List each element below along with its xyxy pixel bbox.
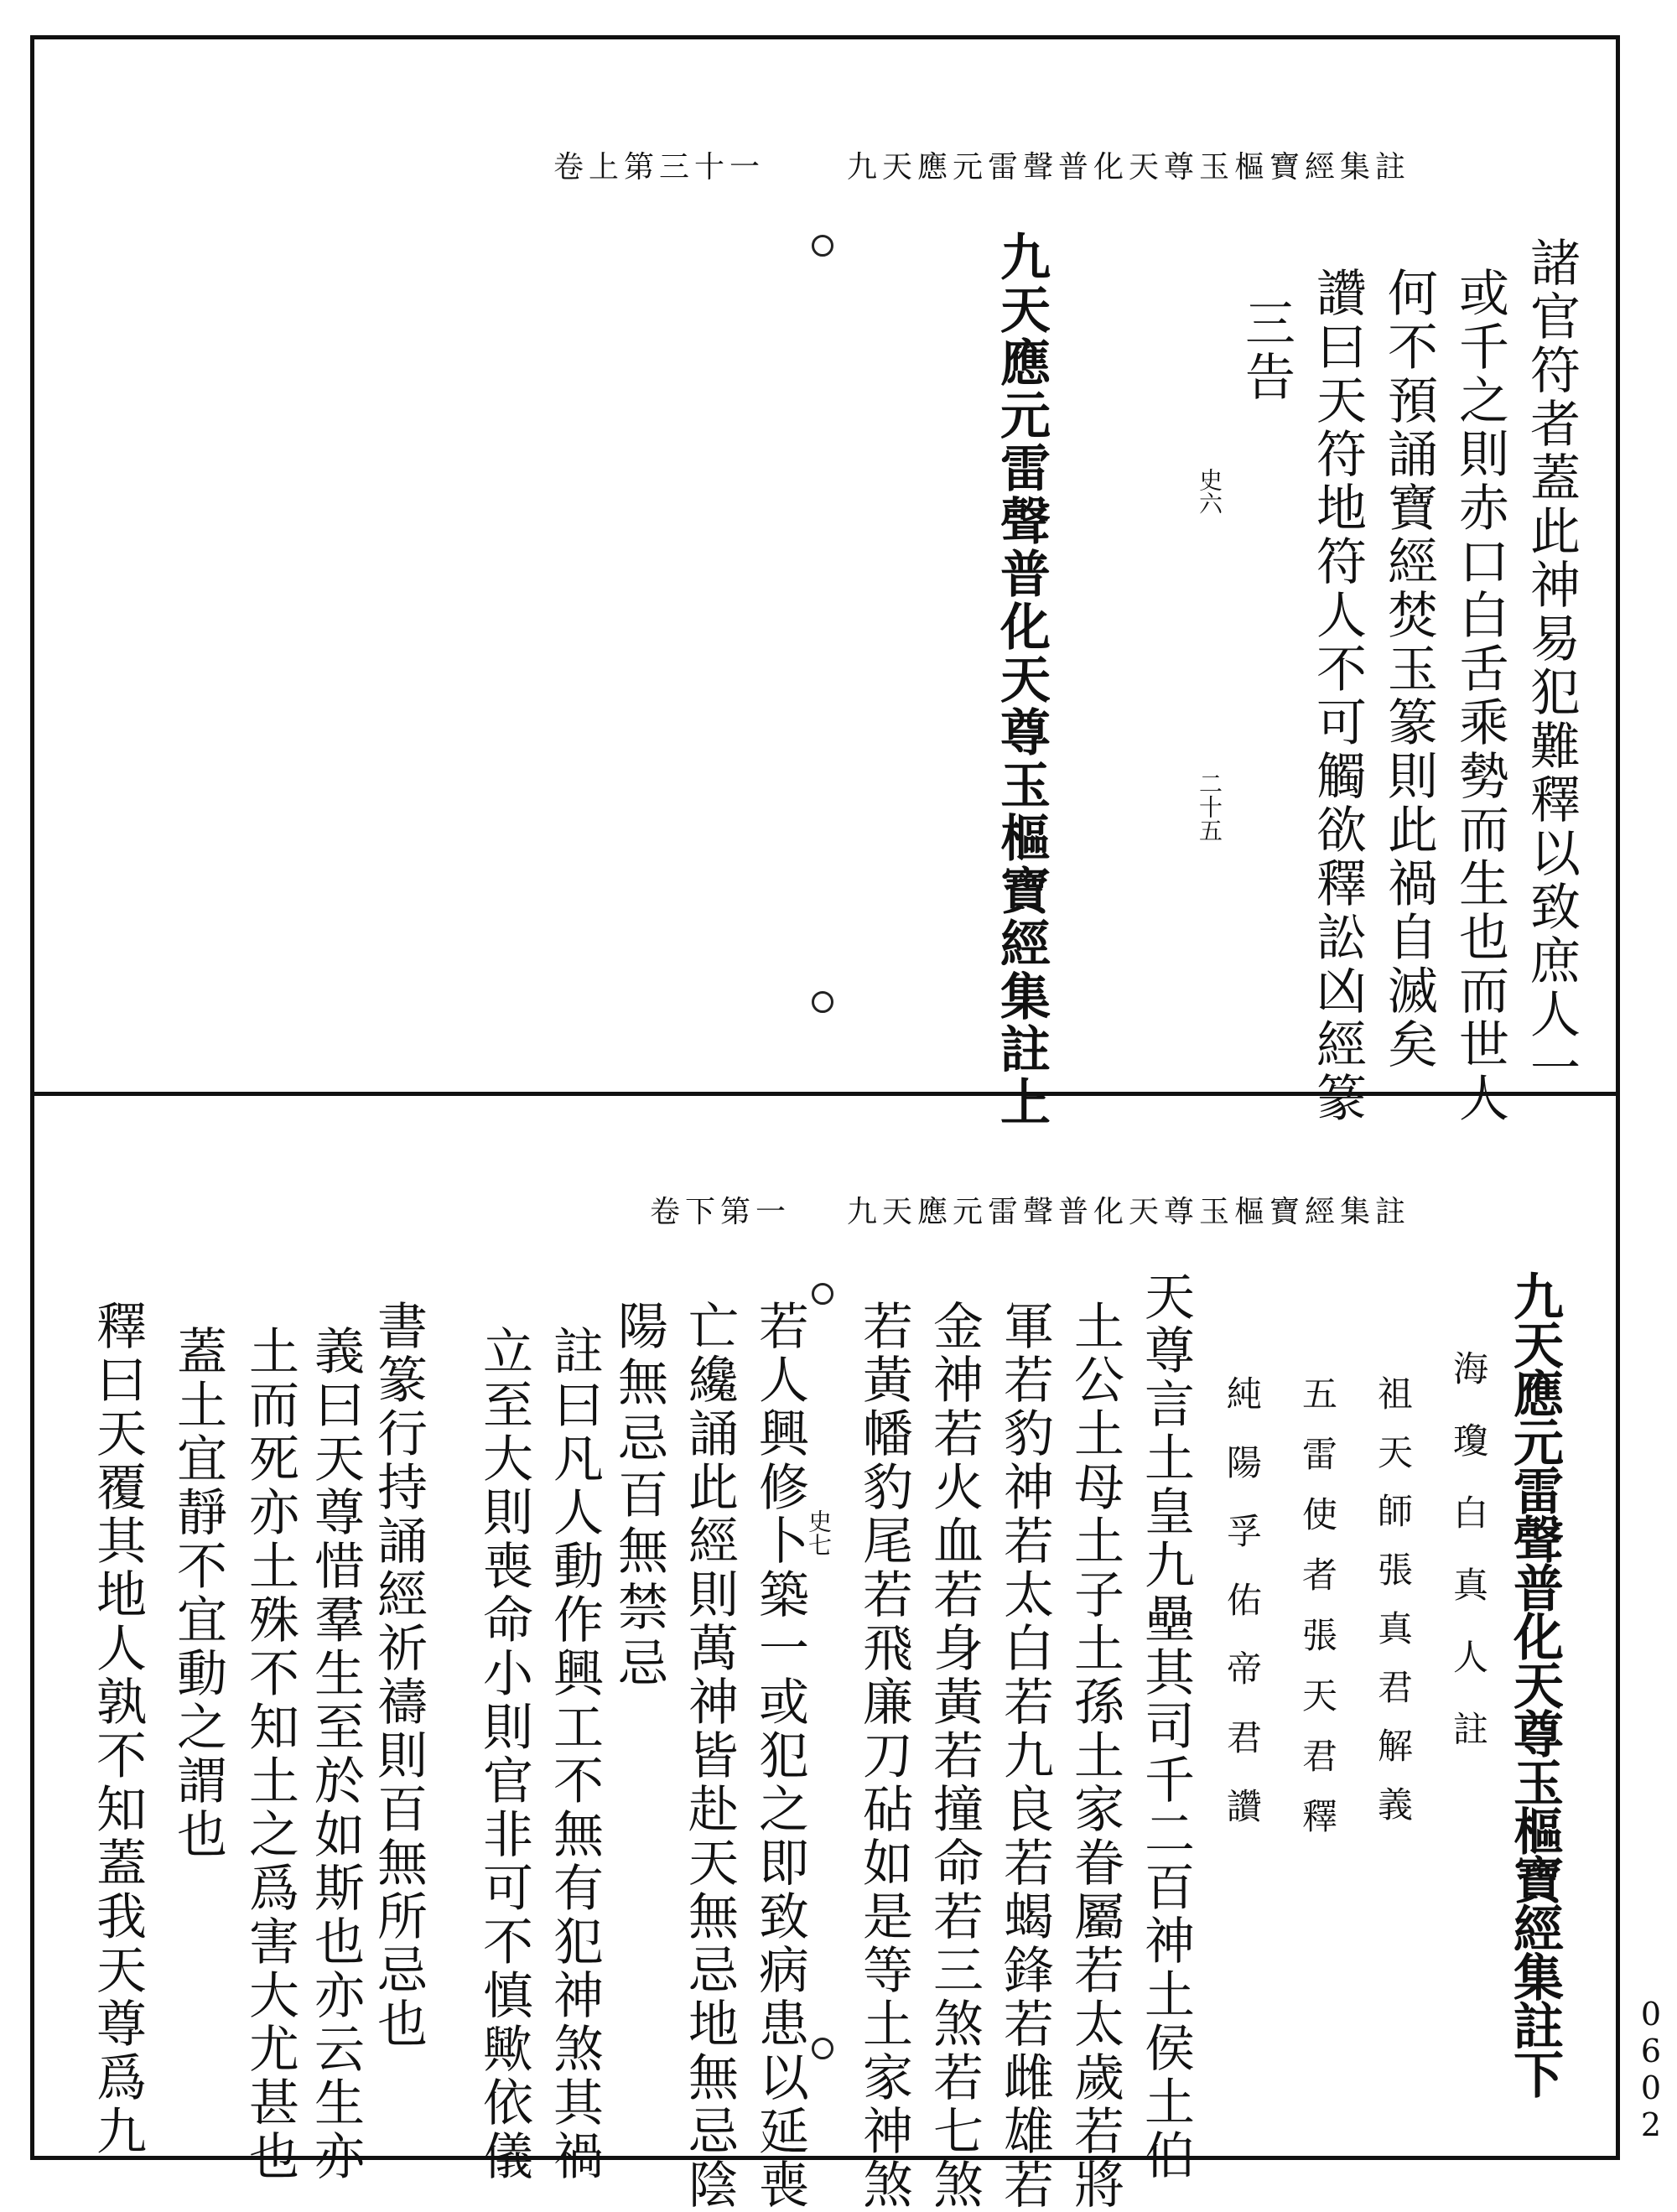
lower-small-note: 史七 <box>805 1509 833 1556</box>
lower-author-3: 五雷使者張天君釋 <box>1297 1375 1338 1858</box>
binding-hole-circle <box>812 235 833 257</box>
lower-text-column-6: 若人興修卜築一或犯之即致病患以延喪 <box>750 1300 809 2212</box>
lower-text-column-8: 陽無忌百無禁忌 <box>610 1300 668 1693</box>
lower-text-column-3: 軍若豹神若太白若九良若蝎鋒若雌雄若 <box>995 1300 1054 2212</box>
lower-text-column-10: 立至大則喪命小則官非可不慎歟依儀 <box>475 1325 533 2183</box>
upper-text-column-2: 或千之則赤口白舌乘勢而生也而世人 <box>1451 267 1509 1125</box>
binding-hole-circle <box>812 2038 833 2059</box>
page-divider <box>30 1092 1620 1096</box>
page-number: 0602 <box>1633 1996 1669 2143</box>
lower-text-column-7: 亡纔誦此經則萬神皆赴天無忌地無忌陰 <box>680 1300 739 2212</box>
lower-header-volume: 卷下第一 <box>650 1195 792 1229</box>
upper-small-note-1: 史六 <box>1196 468 1223 515</box>
lower-text-column-9: 註曰凡人動作興工不無有犯神煞其禍 <box>545 1325 604 2183</box>
lower-book-title: 九天應元雷聲普化天尊玉樞寶經集註下 <box>1505 1270 1564 2097</box>
lower-author-1: 海瓊白真人註 <box>1448 1350 1489 1783</box>
lower-header-title: 九天應元雷聲普化天尊玉樞寶經集註 <box>847 1195 1411 1229</box>
upper-header-volume: 卷上第三十一 <box>553 150 766 184</box>
lower-text-column-15: 釋曰天覆其地人孰不知蓋我天尊爲九 <box>88 1300 147 2158</box>
lower-text-column-4: 金神若火血若身黃若撞命若三煞若七煞 <box>925 1300 984 2212</box>
lower-text-column-1: 天尊言土皇九壘其司千二百神土侯土伯 <box>1136 1270 1195 2183</box>
lower-text-column-5: 若黃幡豹尾若飛廉刀砧如是等土家神煞 <box>854 1300 913 2212</box>
upper-header-title: 九天應元雷聲普化天尊玉樞寶經集註 <box>847 150 1411 184</box>
lower-text-column-14: 蓋土宜靜不宜動之謂也 <box>169 1325 227 1862</box>
lower-author-4: 純陽孚佑帝君讚 <box>1222 1375 1263 1856</box>
lower-text-column-12: 義曰天尊惜羣生至於如斯也亦云生亦 <box>306 1325 365 2183</box>
binding-hole-circle <box>812 1283 833 1305</box>
lower-text-column-11: 書篆行持誦經祈禱則百無所忌也 <box>369 1300 428 2051</box>
upper-small-note-2: 二十五 <box>1196 771 1223 842</box>
upper-text-column-4: 讚曰天符地符人不可觸欲釋訟凶經篆 <box>1308 267 1367 1125</box>
lower-text-column-13: 土而死亦土殊不知土之爲害大尤甚也 <box>241 1325 299 2183</box>
lower-author-2: 祖天師張真君解義 <box>1373 1375 1414 1845</box>
upper-text-column-3: 何不預誦寶經焚玉篆則此禍自滅矣 <box>1379 267 1438 1072</box>
lower-text-column-2: 土公土母土子土孫土家眷屬若太歲若將 <box>1066 1300 1124 2212</box>
upper-end-title: 九天應元雷聲普化天尊玉樞寶經集註上 <box>992 231 1051 1129</box>
upper-text-column-5: 三告 <box>1237 297 1295 404</box>
upper-text-column-1: 諸官符者蓋此神易犯難釋以致庶人一 <box>1522 236 1581 1095</box>
binding-hole-circle <box>812 991 833 1013</box>
